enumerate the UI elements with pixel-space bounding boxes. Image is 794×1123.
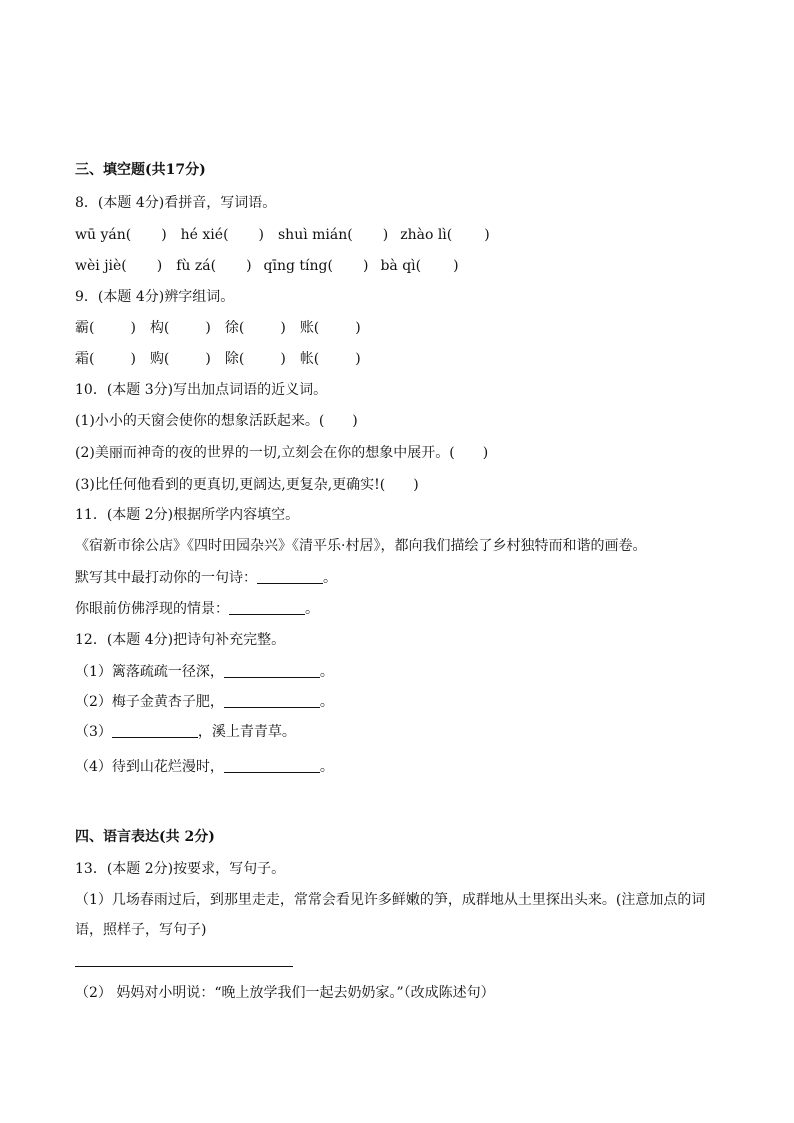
pinyin-prompt: hé xié( — [180, 227, 229, 243]
q10-item-3: (3)比任何他看到的更真切,更阔达,更复杂,更确实!( ) — [75, 477, 419, 493]
q8-stem: 8．(本题 4分)看拼音，写词语。 — [75, 195, 277, 211]
char-prompt: 购( — [149, 351, 170, 367]
answer-paren[interactable]: ) — [130, 351, 136, 367]
answer-paren[interactable]: ) — [161, 227, 167, 243]
answer-paren[interactable]: ) — [355, 320, 361, 336]
answer-paren[interactable]: ) — [280, 320, 286, 336]
answer-blank[interactable] — [257, 569, 323, 584]
q9-row1 — [75, 318, 361, 338]
pinyin-prompt: wèi jiè( — [75, 258, 127, 274]
answer-blank[interactable] — [224, 663, 320, 678]
q11-line2 — [75, 568, 337, 588]
q13-item-1: （1）几场春雨过后，到那里走走，常常会看见许多鲜嫩的笋，成群地从土里探出头来。(注意加点的词语，照样子，写句子) — [75, 892, 706, 938]
answer-paren[interactable]: ) — [258, 227, 264, 243]
answer-paren[interactable]: ) — [205, 320, 211, 336]
q11-line3-end: 。 — [305, 601, 319, 617]
q10-stem: 10．(本题 3分)写出加点词语的近义词。 — [75, 382, 328, 398]
q12-item-pre: （3） — [75, 724, 112, 740]
answer-paren[interactable]: ) — [453, 258, 459, 274]
q11-line2-end: 。 — [323, 570, 337, 586]
q11-line3 — [75, 599, 319, 619]
q11-line2-text: 默写其中最打动你的一句诗： — [75, 570, 257, 586]
char-prompt: 账( — [299, 320, 320, 336]
char-prompt: 构( — [149, 320, 170, 336]
char-prompt: 帐( — [299, 351, 320, 367]
answer-paren[interactable]: ) — [130, 320, 136, 336]
answer-paren[interactable]: ) — [355, 351, 361, 367]
pinyin-prompt: zhào lì( — [400, 227, 453, 243]
answer-paren[interactable]: ) — [205, 351, 211, 367]
section3-title: 三、填空题(共17分) — [75, 162, 206, 178]
answer-blank[interactable] — [112, 723, 198, 738]
q13-item-2: （2） 妈妈对小明说：“晚上放学我们一起去奶奶家。”（改成陈述句） — [75, 985, 495, 1001]
pinyin-prompt: shuì mián( — [278, 227, 353, 243]
q9-row2 — [75, 349, 361, 369]
answer-paren[interactable]: ) — [382, 227, 389, 243]
q11-line3-text: 你眼前仿佛浮现的情景： — [75, 601, 229, 617]
answer-blank[interactable] — [224, 693, 320, 708]
answer-blank[interactable] — [229, 600, 305, 615]
answer-paren[interactable]: ) — [246, 258, 252, 274]
answer-line[interactable] — [75, 966, 293, 967]
q12-item-2 — [75, 692, 334, 712]
q10-item-2: (2)美丽而神奇的夜的世界的一切,立刻会在你的想象中展开。( ) — [75, 445, 489, 461]
q12-item-post: 。 — [319, 694, 334, 710]
q12-item-post: 。 — [319, 664, 334, 680]
char-prompt: 除( — [224, 351, 245, 367]
q12-item-post: 。 — [319, 759, 334, 775]
answer-paren[interactable]: ) — [280, 351, 286, 367]
q12-stem: 12．(本题 4分)把诗句补充完整。 — [75, 632, 286, 648]
q8-row1 — [75, 225, 490, 245]
char-prompt: 徐( — [224, 320, 245, 336]
q8-row2 — [75, 256, 459, 276]
q12-item-pre: （1）篱落疏疏一径深， — [75, 664, 224, 680]
pinyin-prompt: wū yán( — [75, 227, 132, 243]
answer-paren[interactable]: ) — [156, 258, 163, 274]
q11-stem: 11．(本题 2分)根据所学内容填空。 — [75, 507, 300, 523]
q12-item-3 — [75, 722, 296, 742]
section4-title: 四、语言表达(共 2分) — [75, 829, 215, 845]
answer-blank[interactable] — [224, 758, 320, 773]
char-prompt: 霜( — [75, 351, 95, 367]
q13-stem: 13．(本题 2分)按要求，写句子。 — [75, 861, 286, 877]
q9-stem: 9．(本题 4分)辨字组词。 — [75, 289, 235, 305]
answer-paren[interactable]: ) — [484, 227, 490, 243]
q12-item-post: ，溪上青青草。 — [197, 724, 296, 740]
q11-line1: 《宿新市徐公店》《四时田园杂兴》《清平乐·村居》，都向我们描绘了乡村独特而和谐的画卷。 — [75, 538, 647, 554]
pinyin-prompt: qīng tíng( — [263, 258, 333, 274]
pinyin-prompt: bà qì( — [380, 258, 422, 274]
q12-item-pre: （2）梅子金黄杏子肥， — [75, 694, 224, 710]
q12-item-4 — [75, 757, 334, 777]
answer-paren[interactable]: ) — [362, 258, 369, 274]
q10-item-1: (1)小小的天窗会使你的想象活跃起来。( ) — [75, 413, 358, 429]
q12-item-pre: （4）待到山花烂漫时， — [75, 759, 224, 775]
char-prompt: 霸( — [75, 320, 95, 336]
pinyin-prompt: fù zá( — [176, 258, 217, 274]
q12-item-1 — [75, 662, 334, 682]
